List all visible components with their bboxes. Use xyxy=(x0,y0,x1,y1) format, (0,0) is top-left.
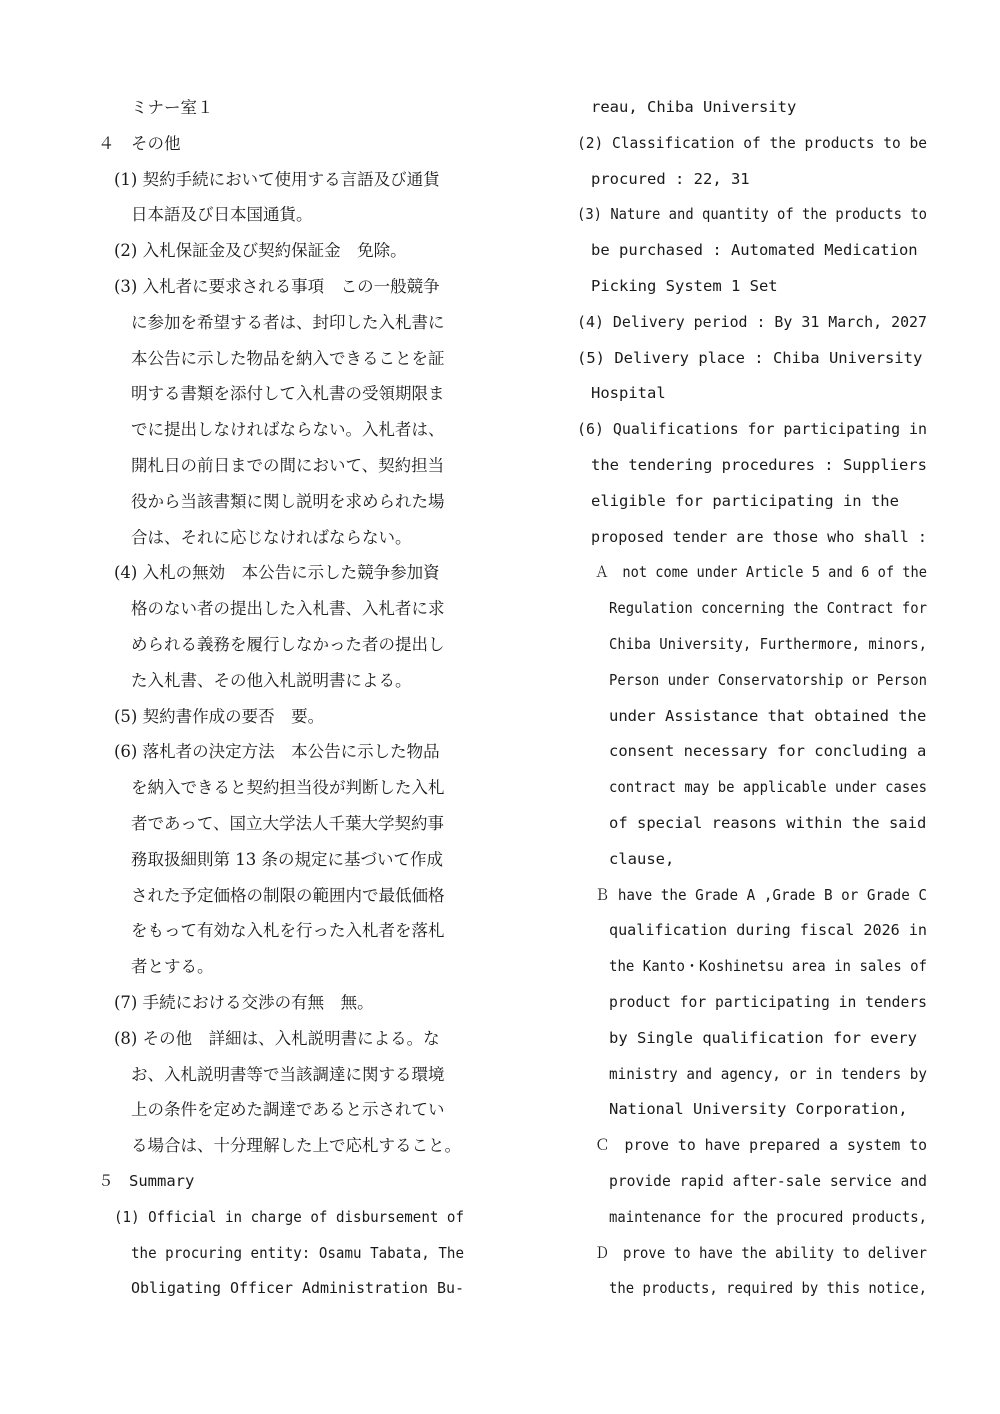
text-line: 者とする。 xyxy=(131,957,214,977)
text-line: the procuring entity: Osamu Tabata, The xyxy=(131,1243,465,1262)
list-item: (3) 入札者に要求される事項 この一般競争 xyxy=(114,276,440,296)
text-line: Chiba University, Furthermore, minors, xyxy=(609,634,928,653)
list-item: (8) その他 詳細は、入札説明書による。な xyxy=(114,1028,440,1048)
text-line: Hospital xyxy=(591,384,666,403)
list-item: (5) Delivery place : Chiba University xyxy=(577,348,923,367)
text-line: proposed tender are those who shall : xyxy=(591,527,927,546)
text-line: Regulation concerning the Contract for xyxy=(609,599,928,618)
text-line: に参加を希望する者は、封印した入札書に xyxy=(131,312,445,332)
text-line: ministry and agency, or in tenders by xyxy=(609,1064,928,1083)
list-item: (3) Nature and quantity of the products to xyxy=(577,205,928,224)
text-line: procured : 22, 31 xyxy=(591,169,750,188)
list-item: (1) 契約手続において使用する言語及び通貨 xyxy=(114,169,440,189)
text-line: the products, required by this notice, xyxy=(609,1279,928,1298)
text-line: Picking System 1 Set xyxy=(591,276,778,295)
text-line: を納入できると契約担当役が判断した入札 xyxy=(131,778,445,798)
text-line: Obligating Officer Administration Bu- xyxy=(131,1279,464,1298)
text-line: under Assistance that obtained the xyxy=(609,706,927,725)
list-item: (6) 落札者の決定方法 本公告に示した物品 xyxy=(114,742,440,762)
text-line: eligible for participating in the xyxy=(591,491,899,510)
right-column xyxy=(577,90,927,1307)
text-line: Person under Conservatorship or Person xyxy=(609,670,928,689)
text-line: 明する書類を添付して入札書の受領期限ま xyxy=(131,384,445,404)
text-line: 者であって、国立大学法人千葉大学契約事 xyxy=(131,813,445,833)
list-item: Ｃ prove to have prepared a system to xyxy=(595,1136,928,1155)
text-line: る場合は、十分理解した上で応札すること。 xyxy=(131,1136,461,1156)
text-line: をもって有効な入札を行った入札者を落札 xyxy=(131,921,445,941)
text-line: the Kanto・Koshinetsu area in sales of xyxy=(609,957,927,976)
list-item: Ａ not come under Article 5 and 6 of the xyxy=(595,563,927,582)
text-line: provide rapid after-sale service and xyxy=(609,1171,928,1190)
text-line: ミナー室１ xyxy=(131,98,214,117)
text-line: maintenance for the procured products, xyxy=(609,1207,928,1226)
list-item: Ｂ have the Grade A ,Grade B or Grade C xyxy=(595,885,927,904)
list-item: (1) Official in charge of disbursement of xyxy=(114,1207,465,1226)
list-item: (7) 手続における交渉の有無 無。 xyxy=(114,992,374,1012)
text-line: 務取扱細則第 13 条の規定に基づいて作成 xyxy=(131,849,443,869)
text-line: contract may be applicable under cases xyxy=(609,778,928,797)
text-line: 上の条件を定めた調達であると示されてい xyxy=(131,1100,445,1120)
list-item: Ｄ prove to have the ability to deliver xyxy=(595,1243,927,1262)
text-line: 本公告に示した物品を納入できることを証 xyxy=(131,348,445,368)
text-line: reau, Chiba University xyxy=(591,98,797,116)
text-line: consent necessary for concluding a xyxy=(609,742,927,761)
text-line: お、入札説明書等で当該調達に関する環境 xyxy=(131,1064,445,1084)
left-column xyxy=(98,90,464,1307)
text-line: clause, xyxy=(609,849,675,868)
text-line: た入札書、その他入札説明書による。 xyxy=(131,670,412,690)
text-line: product for participating in tenders xyxy=(609,992,928,1011)
text-line: the tendering procedures : Suppliers xyxy=(591,455,927,474)
section-heading: ５ Summary xyxy=(98,1171,195,1190)
text-line: of special reasons within the said xyxy=(609,813,927,832)
list-item: (6) Qualifications for participating in xyxy=(577,420,928,439)
section-heading: ４ その他 xyxy=(98,133,181,153)
text-line: 合は、それに応じなければならない。 xyxy=(131,527,412,547)
list-item: (4) Delivery period : By 31 March, 2027 xyxy=(577,312,928,331)
list-item: (2) Classification of the products to be xyxy=(577,133,927,152)
text-line: National University Corporation, xyxy=(609,1100,908,1119)
text-line: 開札日の前日までの間において、契約担当 xyxy=(131,455,445,475)
text-line: 日本語及び日本国通貨。 xyxy=(131,205,313,225)
text-line: 役から当該書類に関し説明を求められた場 xyxy=(131,491,445,511)
text-line: be purchased : Automated Medication xyxy=(591,241,918,260)
list-item: (4) 入札の無効 本公告に示した競争参加資 xyxy=(114,563,440,583)
list-item: (2) 入札保証金及び契約保証金 免除。 xyxy=(114,241,407,261)
list-item: (5) 契約書作成の要否 要。 xyxy=(114,706,325,726)
text-line: qualification during fiscal 2026 in xyxy=(609,921,928,940)
text-line: められる義務を履行しなかった者の提出し xyxy=(131,634,445,654)
text-line: by Single qualification for every xyxy=(609,1028,917,1047)
text-line: された予定価格の制限の範囲内で最低価格 xyxy=(131,885,445,905)
text-line: 格のない者の提出した入札書、入札者に求 xyxy=(131,599,445,619)
text-line: でに提出しなければならない。入札者は、 xyxy=(131,420,445,440)
